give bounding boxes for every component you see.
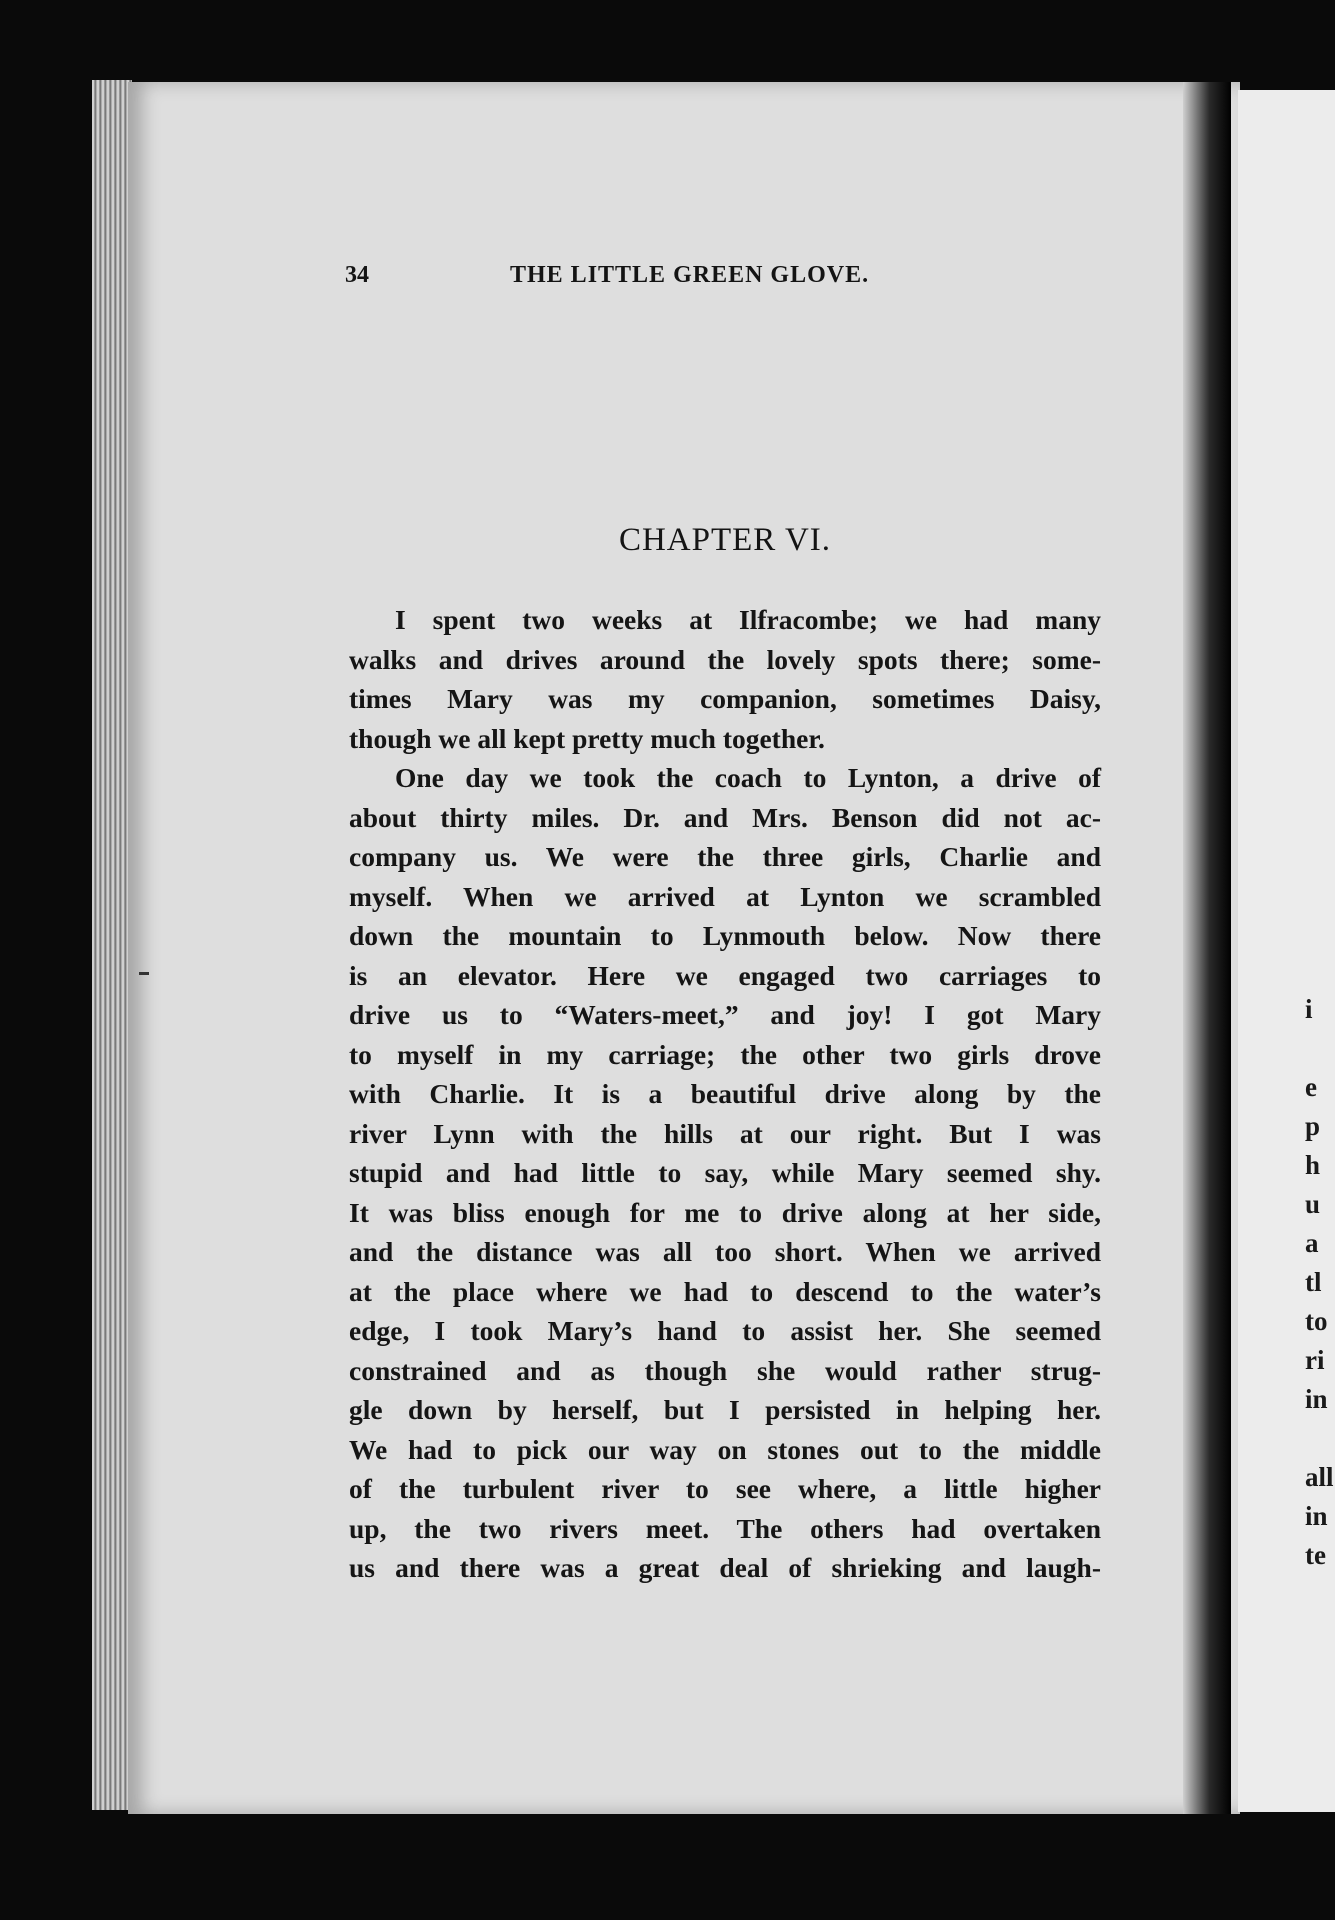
facing-page-fragments: [1305, 990, 1335, 1575]
text-line: stupid and had little to say, while Mary seemed shy.: [349, 1157, 1101, 1188]
page-number: 34: [345, 262, 369, 288]
text-line: about thirty miles. Dr. and Mrs. Benson did not ac-: [349, 801, 1101, 833]
text-line: constrained and as though she would rather strug-: [349, 1354, 1101, 1386]
body-text: [349, 600, 1101, 1588]
paragraph: [349, 600, 1101, 758]
facing-fragment: h: [1305, 1150, 1321, 1180]
text-line: of the turbulent river to see where, a little higher: [349, 1473, 1101, 1504]
text-line: company us. We were the three girls, Charlie and: [349, 841, 1101, 872]
facing-fragment: in: [1305, 1384, 1328, 1414]
text-line: I spent two weeks at Ilfracombe; we had many: [395, 604, 1101, 635]
facing-fragment: all: [1305, 1462, 1334, 1492]
facing-fragment: te: [1305, 1540, 1326, 1570]
facing-fragment: i: [1305, 994, 1313, 1024]
text-line: We had to pick our way on stones out to the middle: [349, 1433, 1101, 1465]
text-line: times Mary was my companion, sometimes Daisy,: [349, 683, 1101, 714]
facing-fragment: p: [1305, 1111, 1321, 1141]
text-line: myself. When we arrived at Lynton we scrambled: [349, 880, 1101, 912]
text-line: though we all kept pretty much together.: [349, 722, 825, 754]
running-head: THE LITTLE GREEN GLOVE.: [510, 262, 870, 288]
text-line: down the mountain to Lynmouth below. Now there: [349, 920, 1101, 951]
text-line: It was bliss enough for me to drive along at her side,: [349, 1196, 1101, 1228]
book-gutter: [1183, 82, 1231, 1814]
facing-fragment: [1305, 1029, 1335, 1068]
text-line: drive us to “Waters-meet,” and joy! I got Mary: [349, 999, 1101, 1030]
text-line: edge, I took Mary’s hand to assist her. She seemed: [349, 1315, 1101, 1346]
facing-fragment: e: [1305, 1072, 1317, 1102]
facing-fragment: in: [1305, 1501, 1328, 1531]
text-line: at the place where we had to descend to the water’s: [349, 1275, 1101, 1307]
facing-fragment: u: [1305, 1189, 1321, 1219]
page-header: [345, 262, 935, 298]
chapter-title: CHAPTER VI.: [618, 522, 832, 558]
facing-fragment: a: [1305, 1228, 1319, 1258]
facing-fragment: to: [1305, 1306, 1328, 1336]
margin-mark: [139, 972, 149, 975]
page-edges: [92, 80, 132, 1810]
facing-fragment: ri: [1305, 1345, 1325, 1375]
text-line: walks and drives around the lovely spots there; some-: [349, 643, 1101, 675]
text-line: us and there was a great deal of shrieking and laugh-: [349, 1552, 1101, 1583]
facing-fragment: tl: [1305, 1267, 1322, 1297]
paragraph: [349, 758, 1101, 1588]
text-line: gle down by herself, but I persisted in helping her.: [349, 1394, 1101, 1425]
text-line: and the distance was all too short. When we arrived: [349, 1236, 1101, 1267]
text-line: river Lynn with the hills at our right. But I was: [349, 1117, 1101, 1149]
text-line: to myself in my carriage; the other two girls drove: [349, 1038, 1101, 1070]
text-line: is an elevator. Here we engaged two carriages to: [349, 959, 1101, 991]
text-line: up, the two rivers meet. The others had overtaken: [349, 1512, 1101, 1544]
text-line: with Charlie. It is a beautiful drive along by the: [349, 1078, 1101, 1109]
facing-fragment: [1305, 1419, 1335, 1458]
text-line: One day we took the coach to Lynton, a drive of: [395, 762, 1101, 793]
